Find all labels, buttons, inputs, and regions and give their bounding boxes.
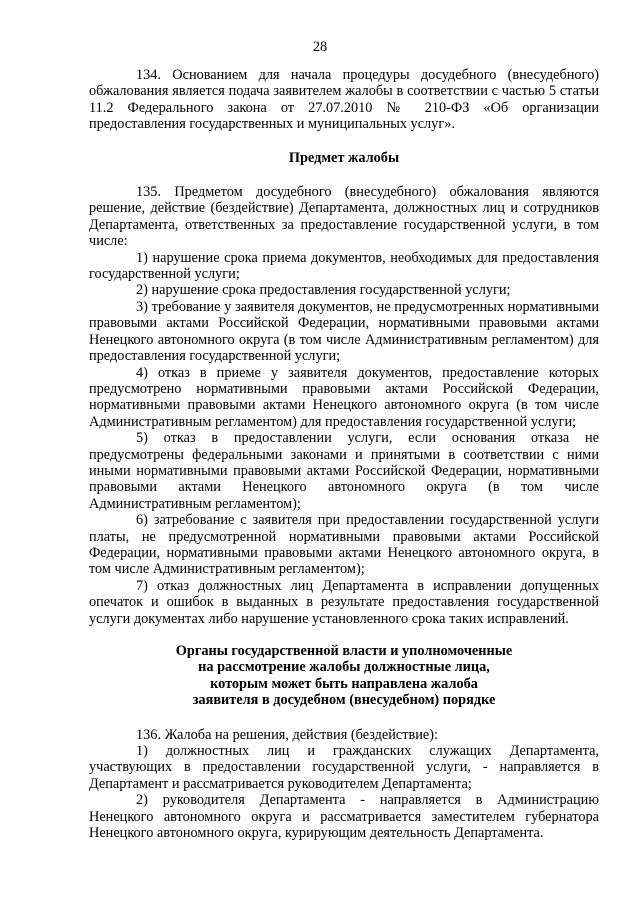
list-item-135-2: 2) нарушение срока предоставления государственной услуги; xyxy=(136,282,511,299)
document-body xyxy=(89,67,599,841)
heading-line-3: которым может быть направлена жалоба xyxy=(210,675,478,692)
heading-line-4: заявителя в досудебном (внесудебном) порядке xyxy=(192,692,496,709)
list-item-135-4: 4) отказ в приеме у заявителя документов, предоставление которых предусмотрено нормативными правовыми актами Российской Федерации, нормативными правовыми актами Ненецкого автономного округа (в том числе Административным регламентом) для предоставления государственной услуги; xyxy=(89,364,599,430)
paragraph-136: 136. Жалоба на решения, действия (бездействие): xyxy=(136,726,438,743)
paragraph-135: 135. Предметом досудебного (внесудебного) обжалования являются решение, действие (бездействие) Департамента, должностных лиц и сотрудников Департамента, ответственных за предоставление государственной услуги, в том числе: xyxy=(89,184,599,250)
section-heading-subject: Предмет жалобы xyxy=(288,149,400,166)
list-item-136-2: 2) руководителя Департамента - направляется в Администрацию Ненецкого автономного округа и рассматривается заместителем губернатора Ненецкого автономного округа, курирующим деятельность Департамента. xyxy=(89,792,599,842)
list-item-135-6: 6) затребование с заявителя при предоставлении государственной услуги платы, не предусмотренной нормативными правовыми актами Российской Федерации, нормативными правовыми актами Ненецкого автономного округа, в том числе Административным регламентом); xyxy=(89,512,599,578)
list-item-135-7: 7) отказ должностных лиц Департамента в исправлении допущенных опечаток и ошибок в выданных в результате предоставления государственной услуги документах либо нарушение установленного срока таких исправлений. xyxy=(89,577,599,627)
list-item-135-1: 1) нарушение срока приема документов, необходимых для предоставления государственной услуги; xyxy=(89,249,599,283)
page-number: 28 xyxy=(312,39,328,55)
paragraph-134: 134. Основанием для начала процедуры досудебного (внесудебного) обжалования является подача заявителем жалобы в соответствии с частью 5 статьи 11.2 Федерального закона от 27.07.2010 № 210-ФЗ «Об организации предоставления государственных и муниципальных услуг». xyxy=(89,67,599,133)
heading-line-1: Органы государственной власти и уполномоченные xyxy=(175,643,513,659)
list-item-135-3: 3) требование у заявителя документов, не предусмотренных нормативными правовыми актами Российской Федерации, нормативными правовыми актами Ненецкого автономного округа (в том числе Административным регламентом) для предоставления государственной услуги; xyxy=(89,298,599,365)
list-item-135-5: 5) отказ в предоставлении услуги, если основания отказа не предусмотрены федеральными законами и принятыми в соответствии с ними иными нормативными правовыми актами Российской Федерации, нормативными правовыми актами Ненецкого автономного округа (в том числе Административным регламентом); xyxy=(89,430,599,512)
section-heading-bodies xyxy=(89,643,599,709)
list-item-136-1: 1) должностных лиц и гражданских служащих Департамента, участвующих в предоставлении государственной услуги, - направляется в Департамент и рассматривается руководителем Департамента; xyxy=(89,743,599,792)
heading-line-2: на рассмотрение жалобы должностные лица, xyxy=(198,659,490,676)
